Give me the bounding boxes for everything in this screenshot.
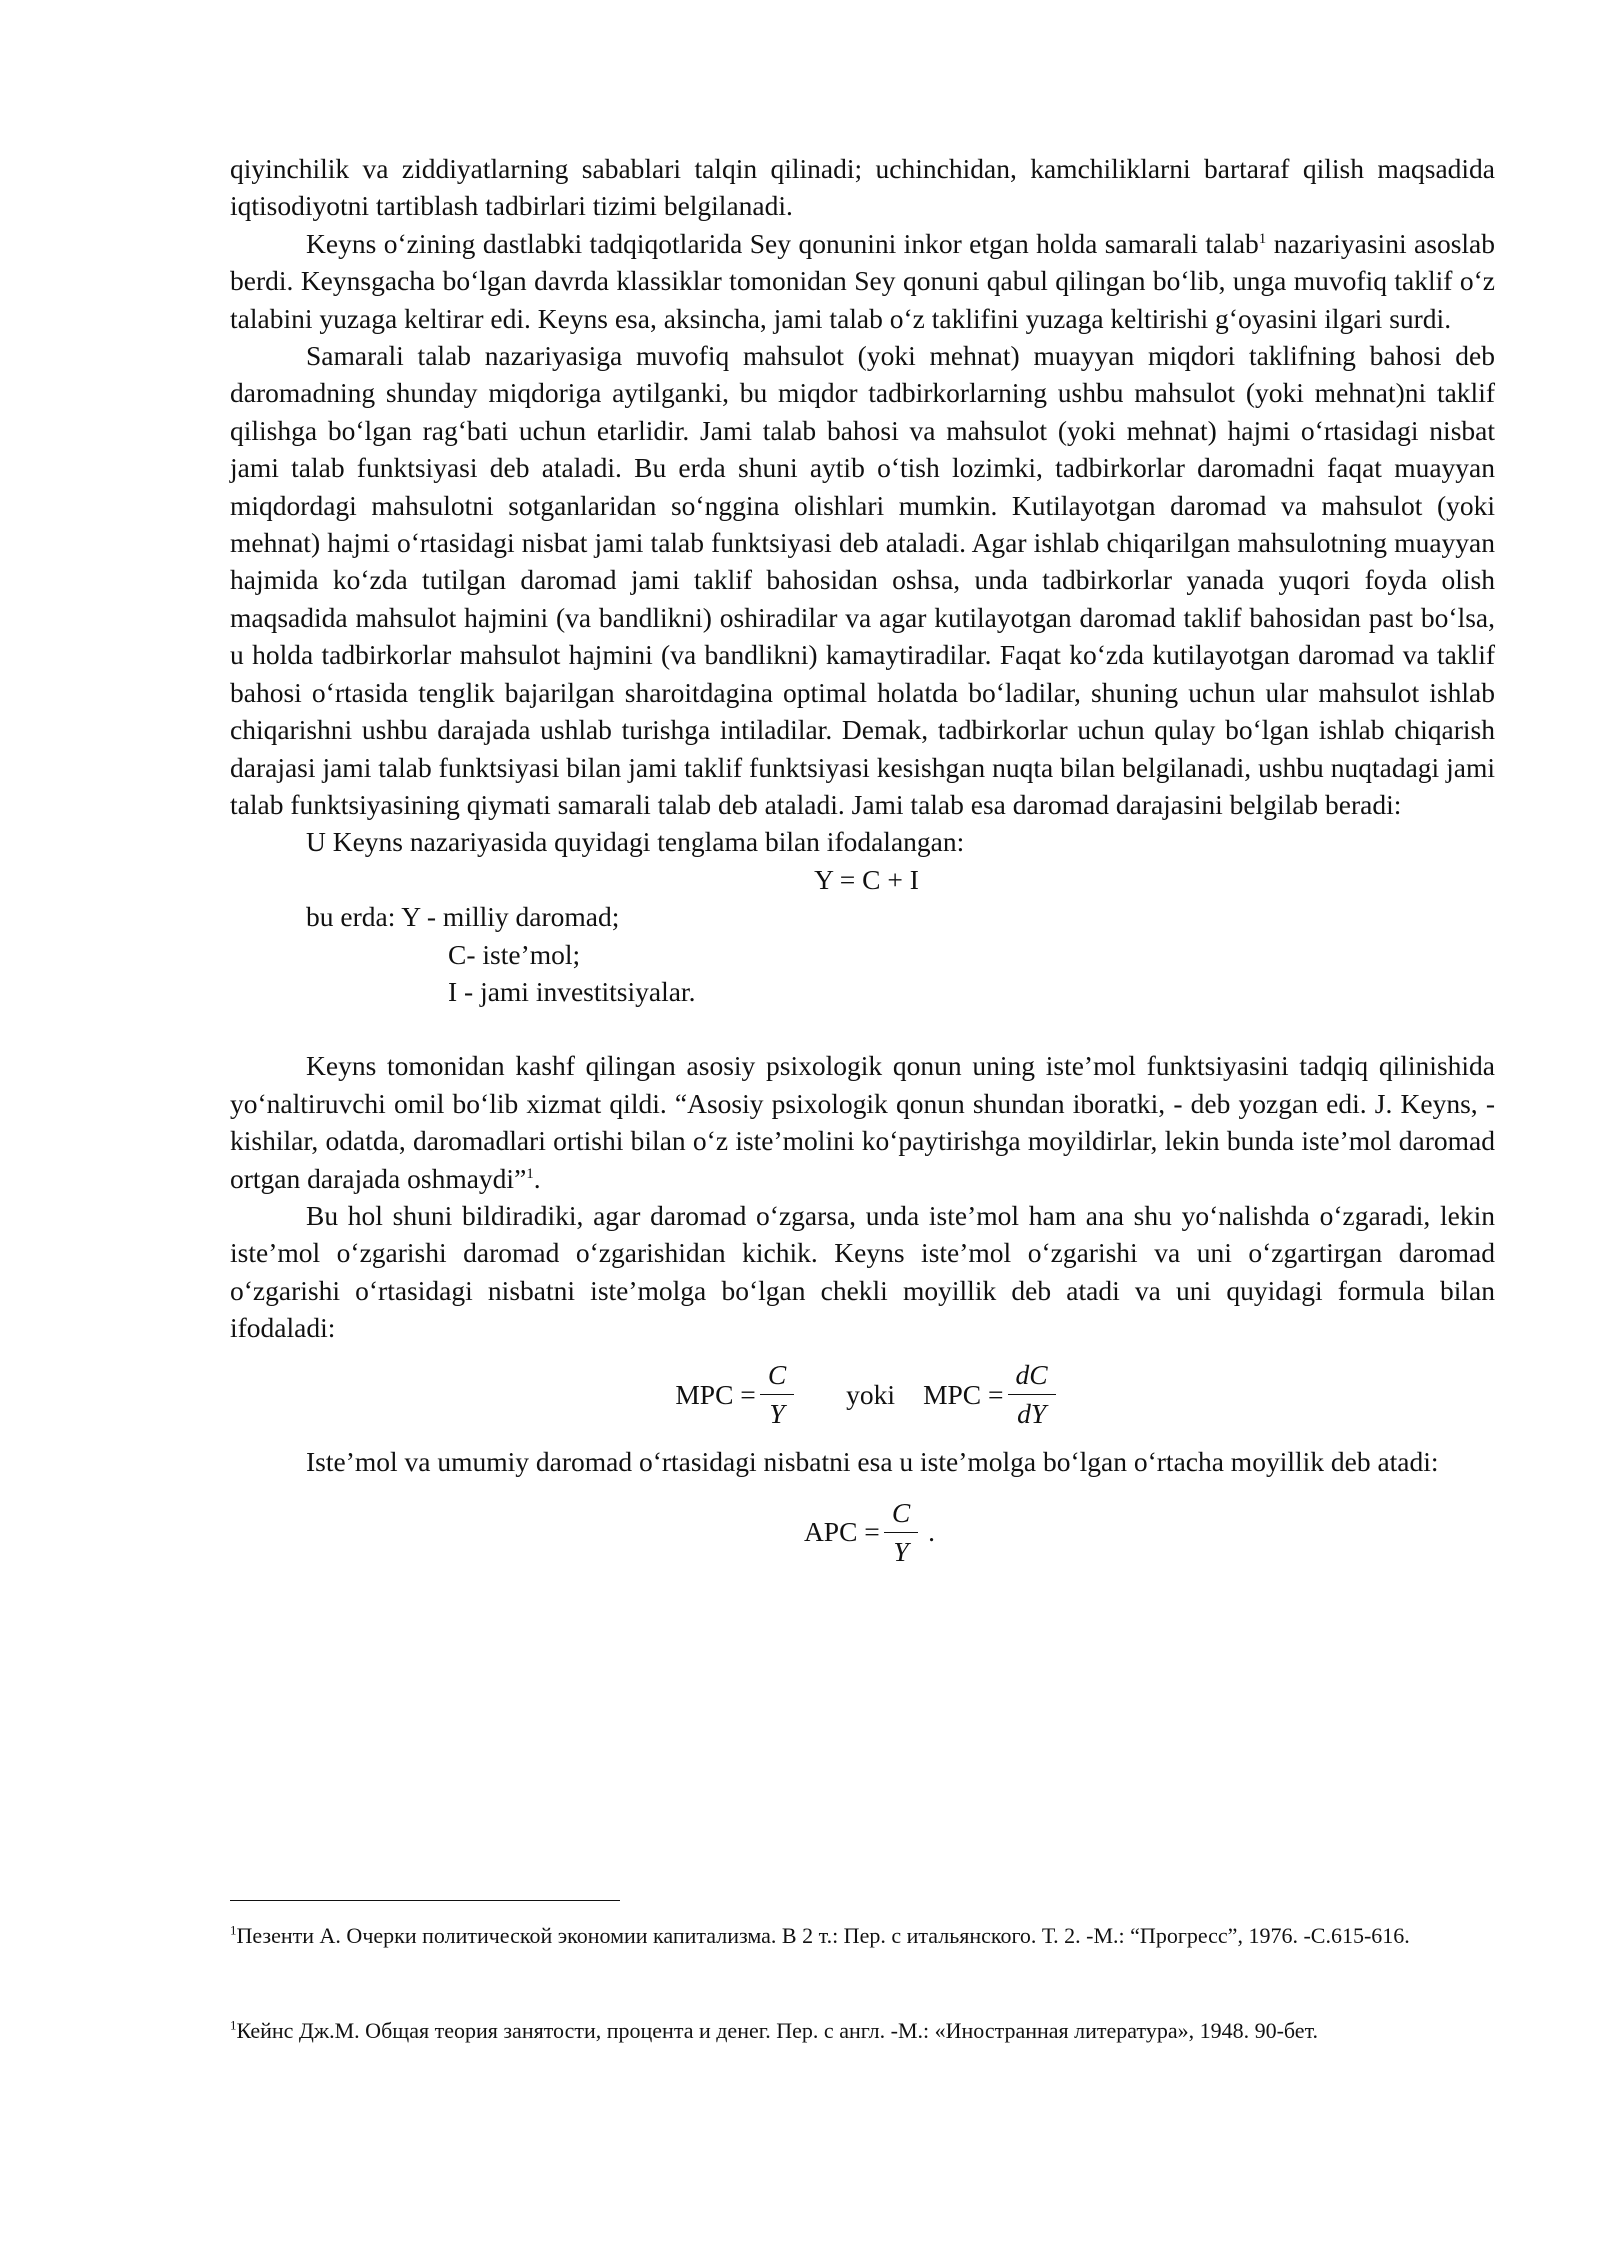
footnote-ref: 1 xyxy=(526,1165,534,1182)
footnote-mark: 1 xyxy=(230,2017,237,2033)
fraction-numerator: C xyxy=(884,1496,918,1533)
fraction-c-over-y xyxy=(884,1496,918,1569)
fraction-dc-over-dy xyxy=(1008,1358,1056,1431)
paragraph-text: nazariyasini asoslab berdi. Keynsgacha bo‘lgan davrda klassiklar tomonidan Sey qonuni qabul qilingan bo‘lib, unga muvofiq taklif o‘z talabini yuzaga keltirar edi. Keyns esa, aksincha, jami talab o‘z taklifini yuzaga keltirishi g‘oyasini ilgari surdi. xyxy=(230,227,1495,334)
paragraph-psychological-law xyxy=(230,1047,1495,1197)
paragraph-equation-intro: U Keyns nazariyasida quyidagi tenglama bilan ifodalangan: xyxy=(306,826,965,858)
formula-or-word: yoki xyxy=(846,1378,896,1410)
footnote-pesenti xyxy=(230,1918,1495,1954)
formula-lhs: APC = xyxy=(803,1516,880,1547)
formula-mpc xyxy=(230,1347,1495,1443)
formula-lhs: MPC = xyxy=(923,1378,1004,1410)
fraction-numerator: C xyxy=(760,1358,794,1395)
paragraph-keyns-effective-demand xyxy=(230,225,1495,337)
paragraph-mpc-definition: Bu hol shuni bildiradiki, agar daromad o‘zgarsa, unda iste’mol ham ana shu yo‘nalishda o‘zgaradi, lekin iste’mol o‘zgarishi daromad o‘zgarishidan kichik. Keyns iste’mol o‘zgarishi va uni o‘zgartirgan daromad o‘zgarishi o‘rtasidagi nisbatni iste’molga bo‘lgan chekli moyillik deb atadi va uni quyidagi formula bilan ifodaladi: xyxy=(230,1199,1495,1344)
footnote-ref: 1 xyxy=(1258,230,1267,247)
paragraph-text: Keyns tomonidan kashf qilingan asosiy psixologik qonun uning iste’mol funktsiyasini tadqiq qilinishida yo‘naltiruvchi omil bo‘lib xizmat qildi. “Asosiy psixologik qonun shundan iboratki, - deb yozgan edi. J. Keyns, - kishilar, odatda, daromadlari ortishi bilan o‘z iste’molini ko‘paytirishga moyildirlar, lekin bunda iste’mol daromad ortgan darajada oshmaydi” xyxy=(230,1050,1495,1194)
fraction-denominator: Y xyxy=(769,1398,785,1430)
footnote-separator xyxy=(230,1900,620,1901)
legend-line-y: bu erda: Y - milliy daromad; xyxy=(306,901,620,933)
fraction-c-over-y xyxy=(760,1358,794,1431)
legend-line-c: C- iste’mol; xyxy=(448,938,581,970)
paragraph-intro-continuation: qiyinchilik va ziddiyatlarning sabablari talqin qilinadi; uchinchidan, kamchiliklarni bartaraf qilish maqsadida iqtisodiyotni tartiblash tadbirlari tizimi belgilanadi. xyxy=(230,153,1495,222)
footnote-keynes xyxy=(230,2013,1495,2049)
paragraph-effective-demand-theory: Samarali talab nazariyasiga muvofiq mahsulot (yoki mehnat) muayyan miqdori taklifning bahosi deb daromadning shunday miqdoriga aytilganki, bu miqdor tadbirkorlarning ushbu mahsulot (yoki mehnat)ni taklif qilishga bo‘lgan rag‘bati uchun etarlidir. Jami talab bahosi va mahsulot (yoki mehnat) hajmi o‘rtasidagi nisbat jami talab funktsiyasi deb ataladi. Bu erda shuni aytib o‘tish lozimki, tadbirkorlar daromadni faqat muayyan miqdordagi mahsulotni sotganlaridan so‘nggina olishlari mumkin. Kutilayotgan daromad va mahsulot (yoki mehnat) hajmi o‘rtasidagi nisbat jami talab funktsiyasi deb ataladi. Agar ishlab chiqarilgan mahsulotning muayyan hajmida ko‘zda tutilgan daromad jami taklif bahosidan oshsa, unda tadbirkorlar yanada yuqori foyda olish maqsadida mahsulot hajmini (va bandlikni) oshiradilar va agar kutilayotgan daromad taklif bahosidan past bo‘lsa, u holda tadbirkorlar mahsulot hajmini (va bandlikni) kamaytiradilar. Faqat ko‘zda kutilayotgan daromad va taklif bahosi o‘rtasida tenglik bajarilgan sharoitdagina optimal holatda bo‘ladilar, shuning uchun ular mahsulot ishlab chiqarishni ushbu darajada ushlab turishga intiladilar. Demak, tadbirkorlar uchun qulay bo‘lgan ishlab chiqarish darajasi jami talab funktsiyasi bilan jami taklif funktsiyasi kesishgan nuqta bilan belgilanadi, ushbu nuqtadagi jami talab funktsiyasining qiymati samarali talab deb ataladi. Jami talab esa daromad darajasini belgilab beradi: xyxy=(230,340,1495,820)
document-body xyxy=(230,150,1495,1584)
footnote-text: Кейнс Дж.М. Общая теория занятости, процента и денег. Пер. с англ. -М.: «Иностранная литература», 1948. 90-бет. xyxy=(236,2018,1319,2043)
formula-apc xyxy=(230,1480,1495,1584)
formula-lhs: MPC = xyxy=(675,1378,756,1410)
formula-tail: . xyxy=(928,1516,936,1547)
footnote-mark: 1 xyxy=(230,1922,237,1938)
paragraph-text: . xyxy=(533,1162,541,1194)
blank-line xyxy=(230,1010,1495,1047)
fraction-denominator: Y xyxy=(893,1535,909,1567)
paragraph-apc-definition: Iste’mol va umumiy daromad o‘rtasidagi nisbatni esa u iste’molga bo‘lgan o‘rtacha moyillik deb atadi: xyxy=(306,1445,1439,1477)
legend-line-i: I - jami investitsiyalar. xyxy=(448,975,696,1007)
footnote-text: Пезенти А. Очерки политической экономии капитализма. В 2 т.: Пер. с итальянского. Т. 2. -М.: “Прогресс”, 1976. -С.615-616. xyxy=(236,1923,1410,1948)
paragraph-text: Keyns o‘zining dastlabki tadqiqotlarida Sey qonunini inkor etgan holda samarali talab xyxy=(306,227,1259,259)
fraction-numerator: dC xyxy=(1008,1358,1056,1395)
equation-y-c-i: Y = C + I xyxy=(814,863,919,895)
fraction-denominator: dY xyxy=(1017,1398,1047,1430)
